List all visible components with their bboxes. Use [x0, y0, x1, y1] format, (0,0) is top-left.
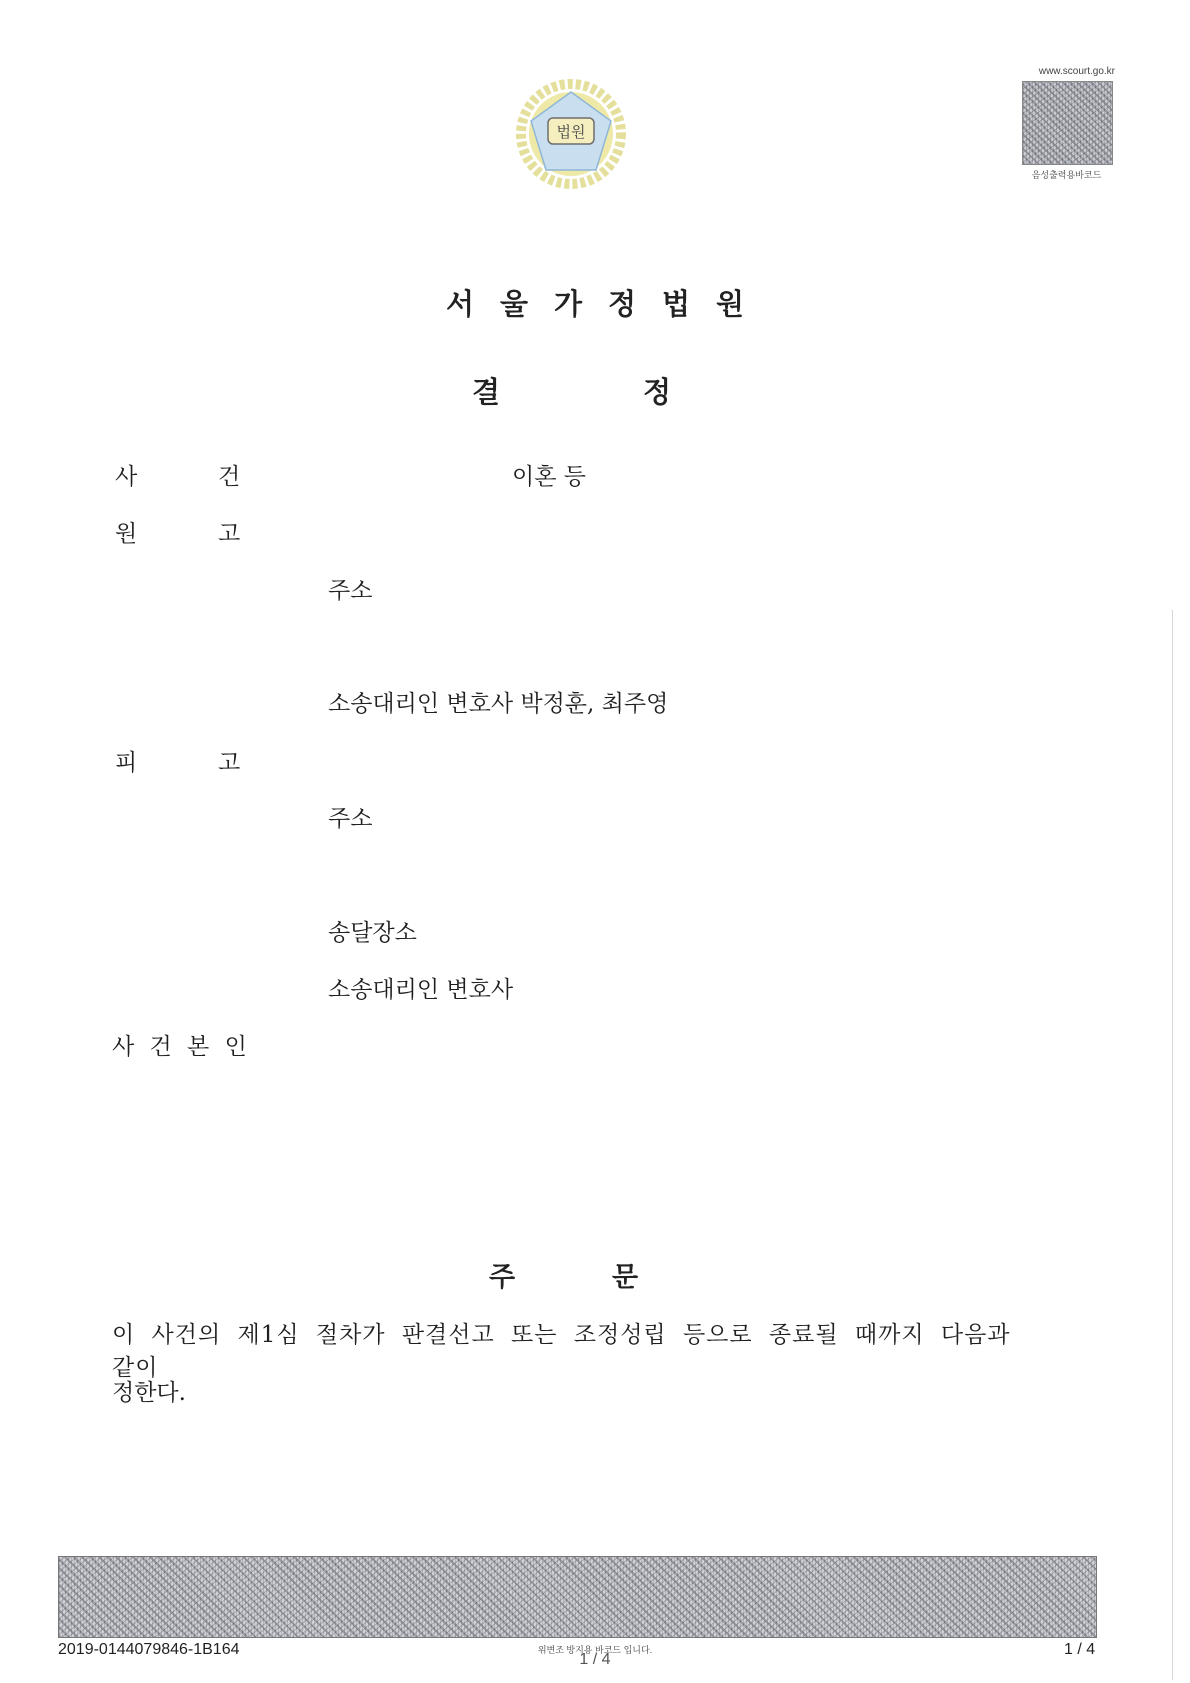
barcode-note: 위변조 방지용 바코드 입니다. — [537, 1645, 653, 1655]
page-number-right: 1 / 4 — [1064, 1641, 1096, 1658]
plaintiff-label-char-1: 원 — [115, 521, 138, 547]
qr-url: www.scourt.go.kr — [1038, 66, 1115, 77]
order-text-line-2: 정한다. — [112, 1380, 186, 1406]
plaintiff-address-label: 주소 — [328, 578, 373, 604]
court-name: 서울가정법원 — [445, 287, 771, 321]
defendant-attorney: 소송대리인 변호사 — [328, 977, 514, 1003]
defendant-label-char-1: 피 — [115, 750, 138, 776]
scan-edge-line — [1172, 610, 1173, 1680]
order-title-char-1: 주 — [489, 1262, 516, 1293]
seal-text: 법원 — [556, 123, 586, 141]
court-seal — [515, 78, 627, 190]
qr-caption: 음성출력용바코드 — [1031, 170, 1102, 180]
doc-title-char-2: 정 — [643, 375, 672, 409]
order-title-char-2: 문 — [612, 1262, 639, 1293]
principal-label: 사 건 본 인 — [112, 1034, 251, 1060]
case-name: 이혼 등 — [512, 464, 586, 490]
plaintiff-attorney: 소송대리인 변호사 박정훈, 최주영 — [328, 691, 669, 717]
order-text-line-1: 이 사건의 제1심 절차가 판결선고 또는 조정성립 등으로 종료될 때까지 다음과 같이 — [112, 1322, 1011, 1381]
defendant-service-address-label: 송달장소 — [328, 920, 417, 946]
defendant-label-char-2: 고 — [218, 750, 241, 776]
qr-code — [1022, 81, 1113, 165]
defendant-address-label: 주소 — [328, 806, 373, 832]
case-label-char-2: 건 — [218, 464, 241, 490]
page-number-center: 1 / 4 — [579, 1651, 611, 1668]
doc-title-char-1: 결 — [472, 375, 501, 409]
plaintiff-label-char-2: 고 — [218, 521, 241, 547]
document-number: 2019-0144079846-1B164 — [58, 1641, 240, 1658]
anti-forgery-barcode — [58, 1556, 1097, 1638]
case-label-char-1: 사 — [115, 464, 138, 490]
